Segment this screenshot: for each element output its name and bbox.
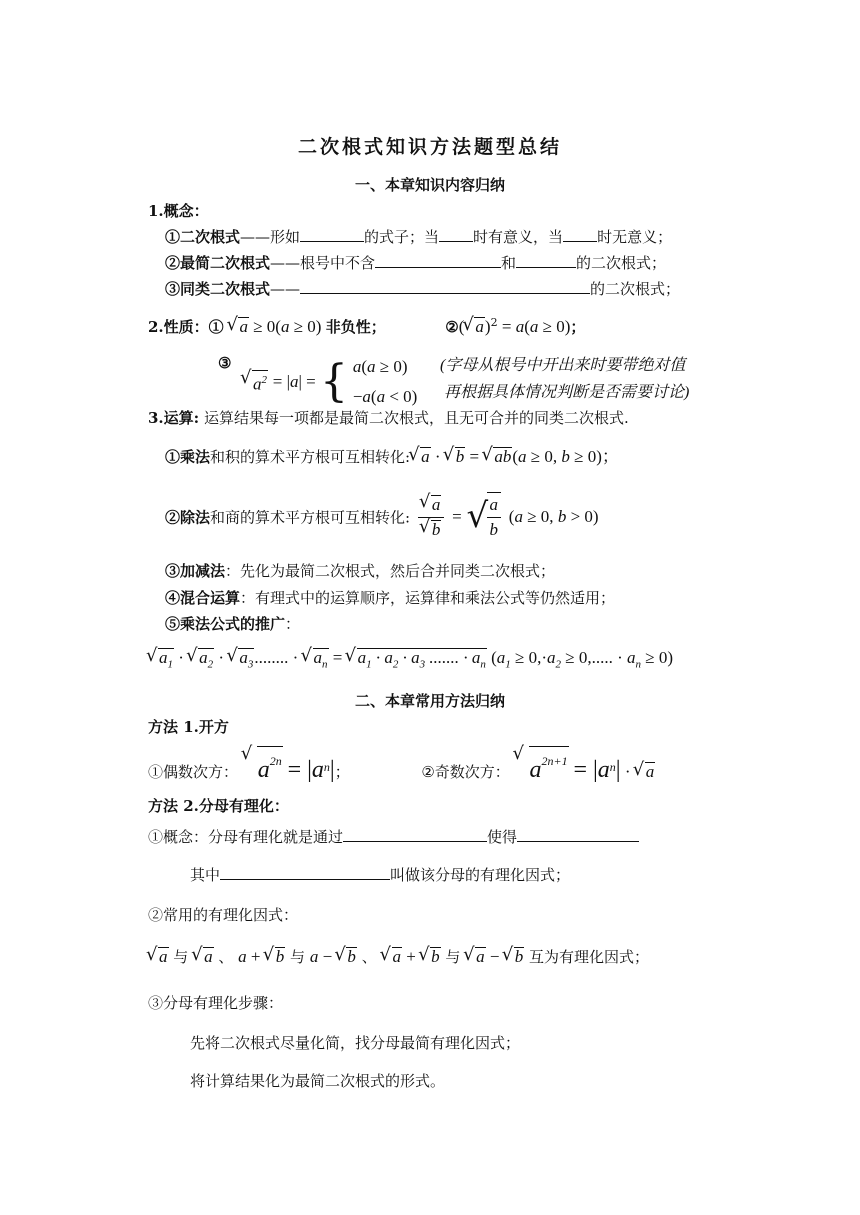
page-title: 二次根式知识方法题型总结 [297,136,562,158]
operation-mixed: ④混合运算：有理式中的运算顺序，运算律和乘法公式等仍然适用； [165,589,616,607]
concept-line-3: ③同类二次根式—— 的二次根式； [165,280,681,298]
property-note-1: (字母从根号中开出来时要带绝对值 [440,357,686,374]
concept-line-2: ②最简二次根式——根号中不含 和 的二次根式； [165,254,667,272]
method-2-steps-heading: ③分母有理化步骤： [148,994,284,1012]
property-3-formula: √ $a^2 = |a|$ = { a(a ≥ 0) −a(a < 0) [242,352,417,412]
concept-heading: 1.概念： [148,202,209,220]
operation-add-subtract: ③加减法：先化为最简二次根式，然后合并同类二次根式； [165,562,556,580]
operation-general-formula: √ $a_1$ · √ $a_2$ · √ $a_3$........ · √ $a_n$ = √ $a_1 \cdot a_2 \cdot a_3$ ....... · $a_n$ ($a_1 \ge 0,\cdot a_2 \ge 0$,..... · $a_n \ge 0$) [148,648,673,673]
property-note-2: 再根据具体情况判断是否需要讨论) [444,384,690,401]
method-1-formulas: ①偶数次方： √ $a^{2n} = |a^n|$； ②奇数次方： √ $a^{2n+1} = |a^n|$ · √ a [148,746,655,784]
section-heading-2: 二、本章常用方法归纳 [354,692,505,710]
method-2-heading: 方法 2.分母有理化： [148,797,289,815]
method-2-common-factors: √ a 与 √ a 、 a + √ b 与 a − √ b 、 √ a + √ b 与 √ a − √ b 互为有理化因式； [148,946,649,967]
method-1-heading: 方法 1.开方 [148,718,229,736]
method-2-step-2: 将计算结果化为最简二次根式的形式。 [190,1072,446,1090]
operation-multiplication: ①乘法和积的算术平方根可互相转化:√ a · √ b = √ ab(a ≥ 0, b ≥ 0)； [165,442,619,467]
method-2-concept-2: 其中 叫做该分母的有理化因式； [190,866,571,884]
method-2-step-1: 先将二次根式尽量化简，找分母最简有理化因式； [190,1034,521,1052]
property-line-1: 2.性质：① √ a ≥ 0(a ≥ 0) 非负性； ②(√ a)$^2$ = a(a ≥ 0)； [148,316,585,337]
method-2-common-heading: ②常用的有理化因式： [148,906,299,924]
operation-division: ②除法和商的算术平方根可互相转化: √ a √ b = √ $\frac{a}{b}$ (a ≥ 0, b > 0) [165,492,599,542]
method-2-concept-1: ①概念：分母有理化就是通过 使得 [148,826,639,847]
operation-generalization: ⑤乘法公式的推广： [165,615,301,633]
property-3-number: ③ [218,354,232,372]
section-heading-1: 一、本章知识内容归纳 [354,176,505,194]
concept-line-1: ①二次根式——形如 的式子；当 时有意义，当 时无意义； [165,228,673,246]
operation-heading: 3.运算: 运算结果每一项都是最简二次根式，且无可合并的同类二次根式. [148,409,629,427]
